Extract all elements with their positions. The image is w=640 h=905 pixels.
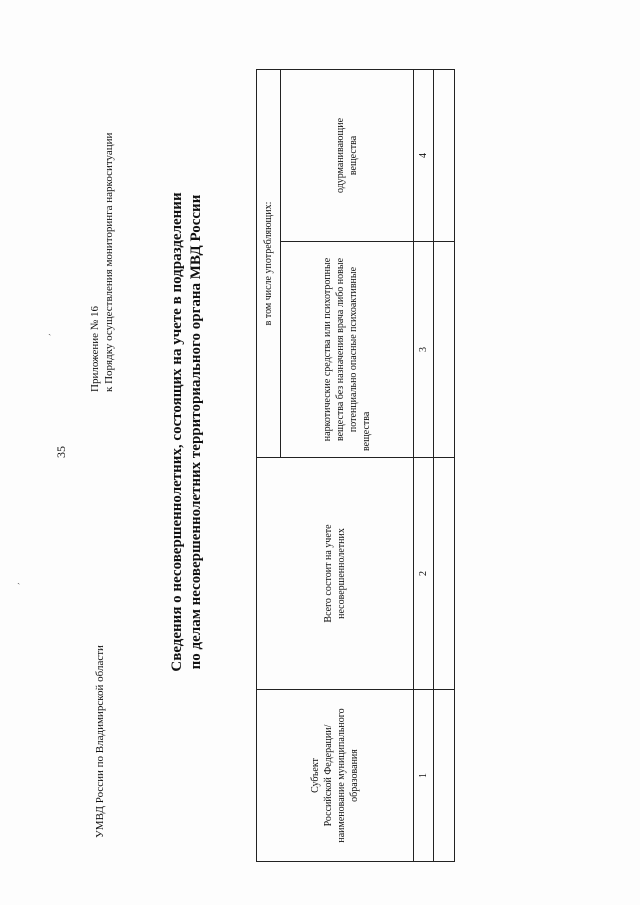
appendix-note	[88, 133, 116, 392]
header-total-registered: Всего состоит на учете несовершеннолетних	[257, 458, 414, 690]
title-line-2: по делам несовершеннолетних территориального органа МВД России	[188, 194, 204, 670]
header-narcotic-substances: наркотические средства или психотропные вещества без назначения врача либо новые потенциально опасные психоактивные вещества	[280, 242, 413, 458]
table-cell	[434, 242, 455, 458]
table-cell	[434, 69, 455, 241]
column-number: 2	[414, 458, 434, 690]
organization-name: УМВД России по Владимирской области	[94, 645, 106, 838]
rotated-page-content	[50, 42, 550, 862]
column-number: 1	[414, 690, 434, 862]
table-cell	[434, 458, 455, 690]
header-subject-line-3: наименование муниципального образования	[336, 708, 360, 843]
header-including-users: в том числе употребляющих:	[257, 69, 281, 457]
header-subject-line-1: Субъект	[310, 758, 321, 793]
scan-mark: ˏ	[17, 574, 21, 585]
appendix-number: Приложение № 16	[89, 305, 101, 392]
page-number: 35	[54, 446, 68, 458]
table-row	[434, 69, 455, 861]
scan-mark: ˏ	[48, 325, 52, 336]
header-subject-line-2: Российской Федерации/	[323, 724, 334, 827]
column-number: 3	[414, 242, 434, 458]
header-subject	[257, 690, 414, 862]
table-cell	[434, 690, 455, 862]
column-number: 4	[414, 69, 434, 241]
report-table	[256, 69, 455, 862]
appendix-reference: к Порядку осуществления мониторинга наркоситуации	[103, 132, 115, 392]
title-line-1: Сведения о несовершеннолетних, состоящих на учете в подразделении	[169, 192, 185, 672]
document-title	[168, 72, 206, 792]
header-intoxicating-substances: одурманивающие вещества	[280, 69, 413, 241]
column-numbers-row	[414, 69, 434, 861]
